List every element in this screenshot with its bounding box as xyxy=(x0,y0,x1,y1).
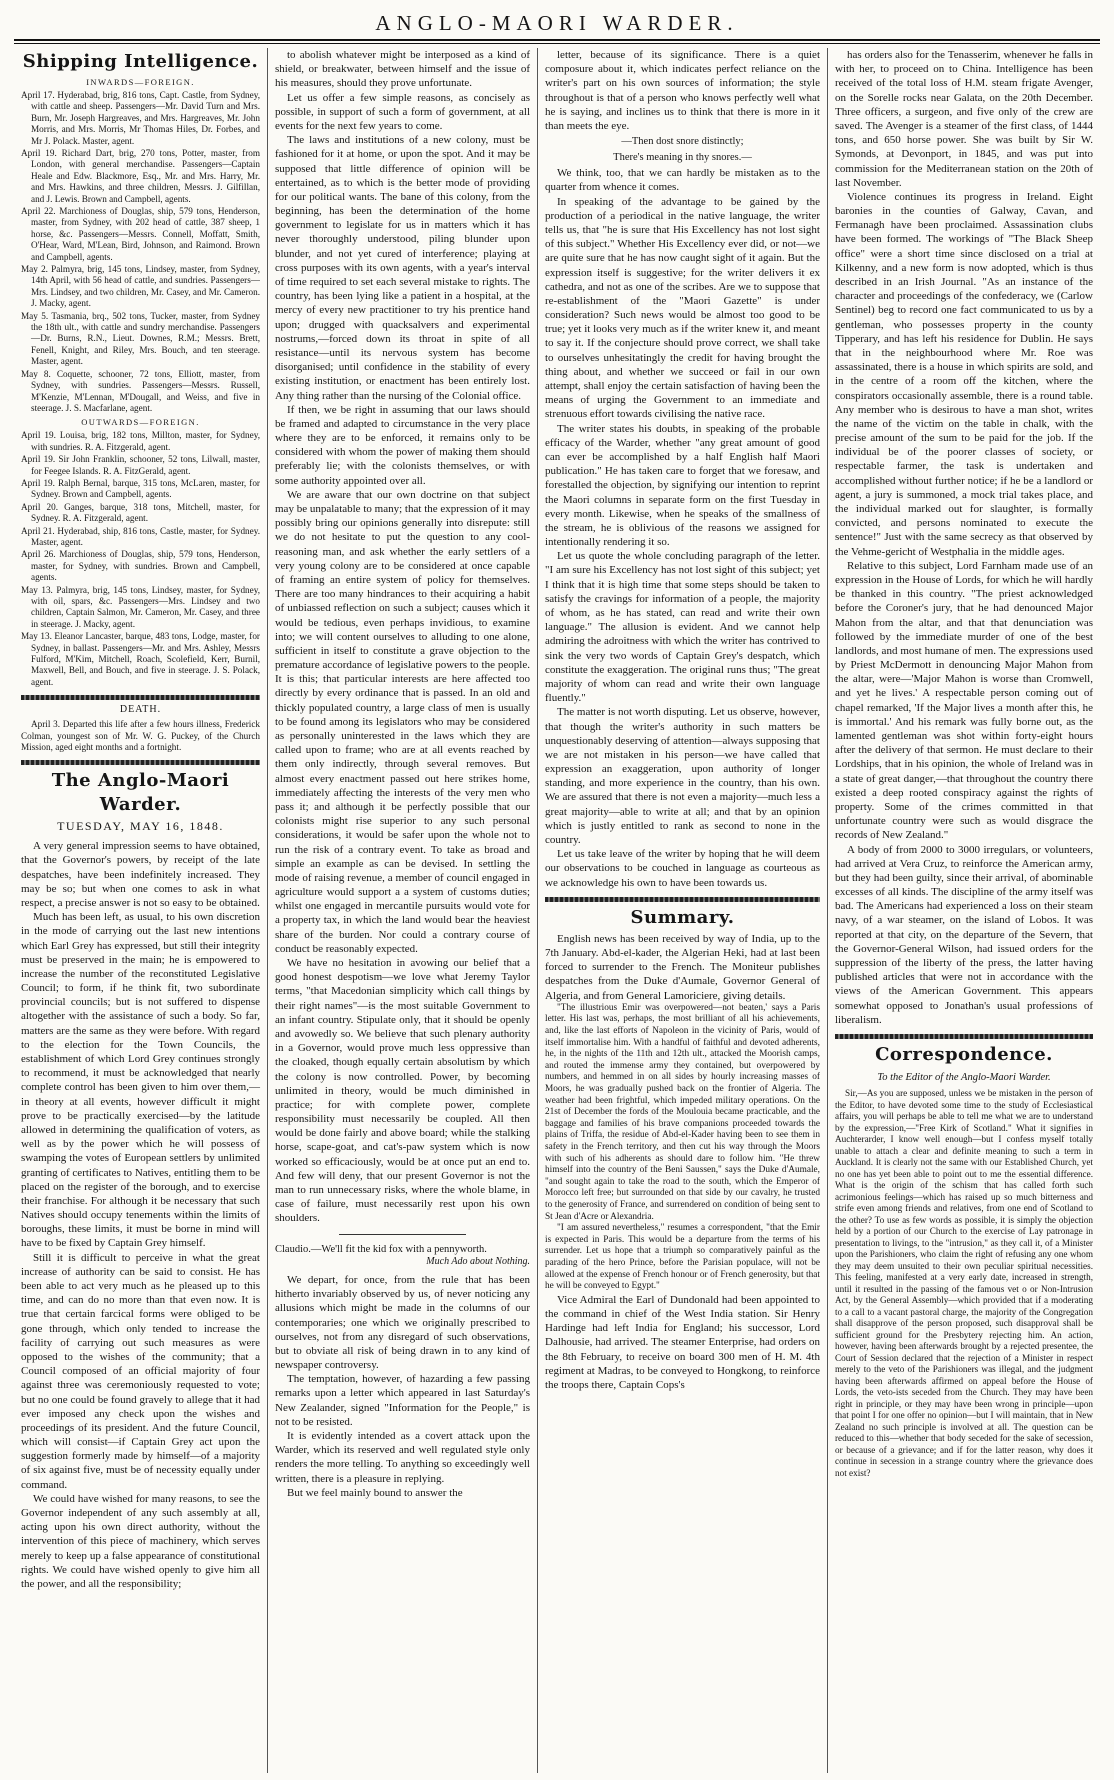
shipping-heading: Shipping Intelligence. xyxy=(22,51,259,72)
section-divider xyxy=(21,695,260,700)
shipping-entry: May 13. Palmyra, brig, 145 tons, Lindsey, master, for Sydney, with oil, spars, &c. Passengers—Mrs. Lindsey and two children, Captain Salmon, Mr. Cameron, Mr. Casey, and three in steerage. J. Macky, agent. xyxy=(21,584,260,629)
shipping-entry: April 17. Hyderabad, brig, 816 tons, Capt. Castle, from Sydney, with cattle and sheep. Passengers—Mr. David Turn and Mrs. Burn, Mr. Joseph Hargreaves, and Mrs. Hargreaves, Mr. John Morris, and Mrs. Morris, Mr Thomas Hiles, Dr. Forbes, and Mr J. Polack. Master, agent. xyxy=(21,89,260,146)
outwards-heading: OUTWARDS—FOREIGN. xyxy=(81,417,200,428)
masthead: ANGLO-MAORI WARDER. xyxy=(375,11,739,35)
issue-date: TUESDAY, MAY 16, 1848. xyxy=(57,818,224,833)
article-paragraph: The matter is not worth disputing. Let us observe, however, that though the writer's authority in such matters be unquestionably deserving of attention—always supposing that we are not mistaken in his person—we have called that expression an exaggeration, upon authority of longer standing, and more experience in the country, than his own. We are assured that there is not even a majority—much less a great majority—able to write at all; and that by an opinion which is justly entitled to rank as second to none in the country. xyxy=(545,706,820,846)
shipping-entry: April 21. Hyderabad, ship, 816 tons, Castle, master, for Sydney. Master, agent. xyxy=(21,525,260,547)
editorial-paragraph: We could have wished for many reasons, to see the Governor independent of any such assembly at all, acting upon his own direct authority, without the intervention of this piece of machinery, which serves merely to keep up a false appearance of constitutional rights. We could have wished openly to give him all the power, and all the responsibility; xyxy=(21,1492,260,1590)
summary-paragraph: Violence continues its progress in Ireland. Eight baronies in the counties of Galway, Cavan, and Fermanagh have been proclaimed. Assassination clubs have been formed. The workings of "The Black Sheep office" were a short time since disclosed on a trial at Kilkenny, and a new form is now adopted, which is thus described in an Irish Journal. "As an instance of the character and proceedings of the confederacy, we (Carlow Sentinel) beg to record one fact communicated to us by a gentleman, who possesses property in the county Tipperary, and has left his residence for Dublin. He says that in the neighbourhood where Mr. Roe was assassinated, there is a house in which spirits are sold, and in the centre of a room off the kitchen, where the conspirators occasionally assemble, there is a round table. Any member who is desirous to have a man shot, writes the name of the victim on the table in chalk, with the precise amount of the sum to be paid for the job. If the individual be of the poorer classes of society, or respectable farmer, the task is undertaken and accomplished without further notice; if he be a landlord or agent, a jury is summoned, a mock trial takes place, and the individual marked out for slaughter, is formally convicted, and persons nominated to execute the sentence!" Just with the same secrecy as that observed by the Vehme-gericht of Westphalia in the middle ages. xyxy=(835,190,1093,558)
section-divider xyxy=(21,760,260,765)
shipping-entry: May 8. Coquette, schooner, 72 tons, Elliott, master, from Sydney, with sundries. Passengers—Messrs. Russell, M'Kenzie, M'Lennan, M'Dougall, and Weiss, and five in steerage. J. S. Macfarlane, agent. xyxy=(21,368,260,413)
correspondence-heading: Correspondence. xyxy=(875,1043,1053,1065)
editorial-paragraph: The laws and institutions of a new colony, must be fashioned for it at home, or upon the spot. And it may be supposed that little difference of opinion will be entertained, as to which is the better mode of providing for our political wants. The bane of this colony, from the beginning, has been the determination of the home government to legislate for us in matters which it has never thoroughly understood, piling blunder upon blunder, and not yet cured of interference; playing at cross purposes with its own agents, with a year's interval of time required to set each several mistake to rights. The country, has been lying like a patient in a hospital, at the mercy of every new practitioner to try his prentice hand upon; drugged with quacksalvers and experimental nostrums,—forced down its throat in spite of all resistance—until its nervous system has become disorganised; until confidence in the stability of every existing institution, or enactment has been entirely lost. Any thing rather than the nursing of the Colonial office. xyxy=(275,134,530,402)
article-paragraph: Let us take leave of the writer by hoping that he will deem our observations to be couched in language as courteous as we acknowledge his own to have been towards us. xyxy=(545,848,820,889)
letter-paragraph: Sir,—As you are supposed, unless we be mistaken in the person of the Editor, to have devoted some time to the study of Ecclesiastical affairs, you will perhaps be able to tell me what we are to understand by the expression,—"Free Kirk of Scotland." What it signifies in Auchterarder, I know well enough—but I confess myself totally unable to attach a clear and definite meaning to such a term in Auckland. It is clearly not the same with our Established Church, yet no one has yet been able to point out to me the essential difference. What is the origin of the schism that has called forth such acrimonious feelings—which has raised up so much bitterness and strife even among friends and relatives, from one end of Scotland to the other? To use as few words as possible, it is simply the objection held by a portion of our Church to the exercise of Lay patronage in presentation to livings, to the "intrusion," as they call it, of a Minister upon the Parishioners, who claim the right of refusing any one whom they may deem unsuited to their own peculiar spiritual necessities. This feeling, manifested at a very early date, increased in strength, until it resulted in the passing of the famous vet o or Non-Intrusion Act, by the General Assembly—which provided that if a moderating to a call to a vacant pastoral charge, the majority of the Congregation shall disapprove of the person proposed, such disapproval shall be sufficient ground for the Presbytery rejecting him. An action, however, having been afterwards brought by a rejected presentee, the Court of Session declared that the rejection of a Minister in respect merely to the veto of the Parishioners was illegal, and the judgment having been afterwards affirmed on appeal before the House of Lords, the veto-ists seceded from the Church. They may have been right in principle, or they may have been wrong in principle—upon that point I for one offer no opinion—but I will maintain, that in New Zealand no such principle is involved at all. The question can be reduced to this—whether that body seceded for the sake of secession, or because of a grievance; and if for the latter reason, why does it continue in secession in a strange country where the grievance does not exist? xyxy=(835,1088,1093,1478)
quoted-paragraph: "The illustrious Emir was overpowered—not beaten,' says a Paris letter. His last was, perhaps, the most brilliant of all his achievements, and, like the last efforts of Napoleon in the vicinity of Paris, would of itself immortalise him. With a handful of faithful and devoted adherents, he, in the nights of the 11th and 12th ult., attacked the Moorish camps, and routed the immense army they contained, but overpowered by numbers, and hemmed in on all sides by hourly increasing masses of Moors, he was gradually pushed back on the frontier of Algeria. The weather had been frightful, which impeded military operations. On the 21st of December the fords of the Moulouia became practicable, and the baggage and families of his brave companions proceeded towards the plains of Triffa, the residue of Abd-el-Kader having been to see them in safety in the French territory, and then cut his way through the Moors with such of his adherents as should dare to follow him. "He threw himself into the country of the Beni Saussen," says the Duke d'Aumale, "and sought again to take the road to the south, which the Emperor of Morocco left free; but surrounded on that side by our cavalry, he trusted to the generosity of France, and surrendered on condition of being sent to St Jean d'Acre or Alexandria. xyxy=(545,1002,820,1222)
column-3 xyxy=(537,48,827,1773)
summary-paragraph: English news has been received by way of India, up to the 7th January. Abd-el-kader, the Algerian Heki, had at last been forced to surrender to the French. The Moniteur publishes despatches from the Duke d'Aumale, Governor General of Algeria, and from General Lamoriciere, giving details. xyxy=(545,932,820,1002)
editorial-paragraph: Still it is difficult to perceive in what the great increase of authority can be said to consist. He has been able to act very much as he pleased up to this time, and can do no more than that even now. It is true that certain farcical forms were obliged to be gone through, which only tended to increase the facility of carrying out such measures as were opposed to the wishes of the community; that a Council composed of an official majority of four against three was ceremoniously requested to vote; but no one could be found gravely to allege that it had ever imposed any check upon the wishes and proceedings of its president. And the future Council, which will consist—if Captain Grey act upon the suggestion formerly made by himself—of a majority of six against five, must be of necessity equally under command. xyxy=(21,1251,260,1491)
quote-line: There's meaning in thy snores.— xyxy=(613,151,752,163)
death-heading: DEATH. xyxy=(119,704,162,716)
paper-title: The Anglo-Maori Warder. xyxy=(51,770,230,815)
epigraph: Claudio.—We'll fit the kid fox with a pennyworth. xyxy=(275,1243,487,1255)
shipping-entry: April 26. Marchioness of Douglas, ship, 579 tons, Henderson, master, for Sydney, with sundries. Brown and Campbell, agents. xyxy=(21,549,260,583)
editorial-paragraph: Much has been left, as usual, to his own discretion in the mode of carrying out the last new intentions which Earl Grey has expressed, but still their integrity must be preserved in the main; he is empowered to increase the number of the reconstituted Legislative Council; to form, if he think fit, two subordinate provincial councils; but is not suffered to dispense altogether with the assistance of such a body. So far, matters are the same as they were before. With regard to the election for the Town Councils, the establishment of which Lord Grey continues strongly to recommend, it must be acknowledged that nearly complete control has been given to him over them,—in theory at all events, however difficult it might prove to be practically exercised—by the latitude allowed in determining the qualification of voters, as well as by the power which he will possess of swamping the votes of European settlers by unlimited granting of certificates to Natives, entitling them to be placed on the register of the borough, and to exercise their franchise. For although it be necessary that such Natives should occupy tenements within the limits of boroughs, these limits, it must be borne in mind will have to be fixed by Captain Grey himself. xyxy=(21,911,260,1250)
shipping-entry: April 22. Marchioness of Douglas, ship, 579 tons, Henderson, master, from Sydney, with 202 head of cattle, 387 sheep, 1 horse, &c. Passengers—Messrs. Connell, Moffatt, Smith, O'Hear, Ward, M'Lean, Bird, Johnson, and Raimond. Brown and Campbell, agents. xyxy=(21,206,260,262)
section-divider xyxy=(545,897,820,902)
summary-heading: Summary. xyxy=(630,906,735,928)
article-paragraph: In speaking of the advantage to be gained by the production of a periodical in the native language, the writer tells us, that "he is sure that His Excellency has not lost sight of this subject." Whether His Excellency ever did, or not—we are quite sure that he has now caught sight of it again. But the expression itself is suggestive; for the writer delivers it ex cathedra, and not as one of the scribes. Are we to suppose that re-establishment of the "Maori Gazette" is under consideration? Such news would be almost too good to be true; yet it looks very much as if the writer knew it, and meant to say it. If the conjecture should prove correct, we shall take to ourselves unhesitatingly the credit for having brought the thing about, and whether we succeed or fail in our own attempt, shall enjoy the certain satisfaction of having been the means of urging the Government to an immediate and strenuous effort towards civilising the native race. xyxy=(545,195,820,421)
article-paragraph: The temptation, however, of hazarding a few passing remarks upon a letter which appeared in last Saturday's New Zealander, signed "Information for the People," is not to be resisted. xyxy=(275,1373,530,1428)
summary-paragraph: A body of from 2000 to 3000 irregulars, or volunteers, had arrived at Vera Cruz, to reinforce the American army, but they had been guilty, since their arrival, of abominable excesses of all kinds. The discipline of the army itself was bad. The Americans had experienced a loss on their steam navy, of a war steamer, on the island of Lobos. It was reported at that city, on the departure of the Severn, that the Governor-General Wilson, had issued orders for the suppression of the liberty of the press, the latter having published articles that were not in accordance with the views of the American Government. This appears somewhat opposed to Jonathan's usual professions of liberalism. xyxy=(835,843,1093,1026)
article-paragraph: We depart, for once, from the rule that has been hitherto invariably observed by us, of never noticing any allusions which might be made in the columns of our contemporaries; one which we originally prescribed to ourselves, not from any disregard of such observations, but to obviate all risk of being drawn in to any kind of newspaper controversy. xyxy=(275,1273,530,1372)
letter-salutation: To the Editor of the Anglo-Maori Warder. xyxy=(877,1071,1051,1083)
editorial-paragraph: We are aware that our own doctrine on that subject may be unpalatable to many; that the expression of it may possibly bring our opinions generally into disrepute: still we do not hesitate to put the question to any cool-reasoning man, and ask whether the early settlers of a very young colony are to be considered at once capable of framing an entire system of policy for themselves. There are too many hindrances to their acquiring a habit of unbiassed reflection on such a subject; causes which it would be tedious, even perhaps invidious, to examine into; we will content ourselves to alluding to one alone, sufficient in itself to constitute a grave objection to the premature accordance of legislative powers to the people. It is this; that particular interests are here affected too directly by every ordinance that is passed. In an old and thickly populated country, a large class of men is usually to be found among its legislators who may be considered as personally uninterested in the laws which they are called upon to frame; who are at all events reached by them only indirectly, through several removes. But almost every enactment passed out here strikes home, immediately affecting the interests of the very men who pass it; and although it be perfectly possible that our colonists might rise superior to any such personal considerations, it would be safer upon the whole not to run the risk of a contrary event. To take as broad and simple an example as can be devised. In settling the mode of raising revenue, a member of council engaged in agriculture would support a a system of customs duties; whilst one engaged in mercantile pursuits would vote for a property tax, in which the land would bear the heaviest share of the burden. Nor could a contrary course of conduct be reasonably expected. xyxy=(275,488,530,955)
shipping-entry: April 19. Sir John Franklin, schooner, 52 tons, Lilwall, master, for Feegee Islands. R. A. FitzGerald, agent. xyxy=(21,454,260,476)
section-divider xyxy=(835,1034,1093,1039)
article-paragraph: It is evidently intended as a covert attack upon the Warder, which its reserved and well regulated style only renders the more telling. To anything so exceedingly well written, there is a pleasure in replying. xyxy=(275,1430,530,1485)
shipping-entry: April 20. Ganges, barque, 318 tons, Mitchell, master, for Sydney. R. A. Fitzgerald, agent. xyxy=(21,501,260,524)
death-notice: April 3. Departed this life after a few hours illness, Frederick Colman, youngest son of Mr. W. G. Puckey, of the Church Mission, aged eight months and a fortnight. xyxy=(21,719,260,752)
shipping-entry: April 19. Ralph Bernal, barque, 315 tons, McLaren, master, for Sydney. Brown and Campbell, agents. xyxy=(21,477,260,500)
shipping-entry: May 2. Palmyra, brig, 145 tons, Lindsey, master, from Sydney, 14th April, with 56 head of cattle, and sundries. Passengers—Mrs. Lindsey, and two children, Mr. Casey, and Mr. Cameron. J. Macky, agent. xyxy=(21,264,260,309)
summary-paragraph: Vice Admiral the Earl of Dundonald had been appointed to the command in chief of the West India station. Sir Henry Hardinge had left India for England; his successor, Lord Dalhousie, had arrived. The steamer Enterprise, had orders on the 8th February, to receive on board 300 men of H. M. 4th regiment at Madras, to be conveyed to Hongkong, to reinforce the troops there, Captain Cops's xyxy=(545,1293,820,1392)
editorial-paragraph: If then, we be right in assuming that our laws should be framed and adapted to circumstance in the very place where they are to be enforced, it remains only to be considered with whom the power of making them should preferably lie; with the colonists themselves, or with some authority appointed over all. xyxy=(275,403,530,487)
editorial-paragraph: We have no hesitation in avowing our belief that a good honest despotism—we love what Jeremy Taylor terms, "that Macedonian simplicity which call things by their right names"—is the most suitable Government to an infant country. Stipulate only, that it should be openly and avowedly so. We believe that such plenary authority in a Governor, would prove much less oppressive than the cloaked, though equally certain absolutism by which the colony is now controlled. Power, by becoming unlimited in theory, would be much diminished in practice; for with complete power, complete responsibility must necessarily be coupled. All then would be done fairly and above board; while the stalking horse, scape-goat, and cat's-paw system which is now worked so efficaciously, would be at once put an end to. And few will deny, that our present Governor is not the man to run unnecessary risks, where the whole blame, in case of failure, must necessarily rest upon his own shoulders. xyxy=(275,957,530,1225)
article-paragraph: We think, too, that we can hardly be mistaken as to the quarter from whence it comes. xyxy=(545,167,820,194)
article-paragraph: The writer states his doubts, in speaking of the probable efficacy of the Warder, whether "any great amount of good can ever be accomplished by a half English half Maori publication." He has taken care to forget that we foresaw, and forestalled the objection, by signifying our intention to reprint the Maori columns in separate form on the first Tuesday in every month. Likewise, when he speaks of the smallness of the stream, he is oblivious of the reasons we assigned for intentionally rendering it so. xyxy=(545,422,820,549)
article-paragraph: Let us quote the whole concluding paragraph of the letter. "I am sure his Excellency has not lost sight of this subject; yet I think that it is high time that some steps should be taken to satisfy the cravings for information of a people, the majority of whom, as he has stated, can read and write their own language." The allusion is evident. And we cannot help admiring the adroitness with which the writer has contrived to sink the very two words of Captain Grey's despatch, which constitute the exaggeration. The original runs thus; "The great majority of whom can read and write their own language fluently." xyxy=(545,550,820,705)
column-4 xyxy=(827,48,1100,1773)
editorial-paragraph: Let us offer a few simple reasons, as concisely as possible, in support of such a form of government, at all events for the next few years to come. xyxy=(275,91,530,132)
masthead-rule xyxy=(14,39,1100,44)
column-2 xyxy=(267,48,537,1773)
editorial-paragraph: A very general impression seems to have obtained, that the Governor's powers, by receipt of the late despatches, have been indefinitely increased. They may be so; but when one comes to ask in what respect, a precise answer is not so easy to be obtained. xyxy=(21,840,260,909)
summary-paragraph: Relative to this subject, Lord Farnham made use of an expression in the House of Lords, for which he will hardly be thanked in this country. "The priest acknowledged before the Coroner's jury, that he had denounced Major Mahon from the altar, and that that denunciation was followed by the immediate murder of one of the best landlords, and most humane of men. The expressions used by Priest McDermott in denouncing Major Mahon from the altar, were—'Major Mahon is worse than Cromwell, and yet he lives.' A respectable person coming out of chapel remarked, 'If the Major lives a month after this, he is immortal.' And his remark was fully borne out, as the lamented gentleman was shot within forty-eight hours after the delivery of that sermon. He must declare to their Lordships, that in his opinion, the whole of Ireland was in a state of great danger,—that throughout the country there existed a deep rooted conspiracy against the rights of property. Some of the crimes committed in that unfortunate country were such as would disgrace the records of New Zealand." xyxy=(835,559,1093,842)
columns xyxy=(14,48,1100,1773)
shipping-entry: April 19. Richard Dart, brig, 270 tons, Potter, master, from London, with general merchandise. Passengers—Captain Heale and Edw. Blackmore, Esq., Mr. and Mrs. Harry, Mr. and Mrs. Hawkins, and three children, Messrs. J. Gilfillan, and J. Lewis. Brown and Campbell, agents. xyxy=(21,147,260,204)
shipping-entry: May 5. Tasmania, brq., 502 tons, Tucker, master, from Sydney the 18th ult., with cattle and sundry merchandise. Passengers—Dr. Burns, R.N., Lieut. Downes, R.M.; Messrs. Brett, Fenell, Knight, and Riley, Mrs. Bouch, and ten steerage. Master, agent. xyxy=(21,310,260,367)
shipping-entry: April 19. Louisa, brig, 182 tons, Millton, master, for Sydney, with sundries. R. A. Fitzgerald, agent. xyxy=(21,430,260,452)
quote-line: —Then dost snore distinctly; xyxy=(621,136,744,148)
article-paragraph: But we feel mainly bound to answer the xyxy=(287,1486,463,1499)
shipping-entry: May 13. Eleanor Lancaster, barque, 483 tons, Lodge, master, for Sydney, in ballast. Passengers—Mr. and Mrs. Ashley, Messrs Fulford, M'Kim, Mitchell, Roach, Scolefield, Kerr, Burnil, Maxwell, Bell, and Bouch, and five in steerage. J. S. Polack, agent. xyxy=(21,631,260,687)
epigraph-citation: Much Ado about Nothing. xyxy=(426,1256,530,1268)
article-paragraph: letter, because of its significance. There is a quiet composure about it, which indicates perfect reliance on the writer's part on his own sources of information; the style throughout is that of a person who knows perfectly well what he is saying, and inclines us to think that there is more in it than meets the eye. xyxy=(545,49,820,132)
divider xyxy=(339,1234,467,1235)
quoted-paragraph: "I am assured nevertheless," resumes a correspondent, "that the Emir is expected in Paris. This would be a departure from the terms of his surrender. Let us hope that a triumph so comparatively painful as the parading of the hero Prince, before the Parisian populace, will not be allowed at the expense of French honour or of French generosity, but that he will be conveyed to Egypt." xyxy=(545,1223,820,1292)
column-1 xyxy=(14,48,267,1773)
editorial-paragraph: to abolish whatever might be interposed as a kind of shield, or breakwater, between himself and the issue of his measures, should they prove unfortunate. xyxy=(275,49,530,90)
inwards-heading: INWARDS—FOREIGN. xyxy=(86,77,195,87)
summary-paragraph: has orders also for the Tenasserim, whenever he falls in with her, to proceed on to China. Intelligence has been received of the total loss of H.M. steam frigate Avenger, on the Sorelle rocks near Galata, on the 20th December. Three officers, a surgeon, and five only of the crew are saved. The Avenger is a steamer of the first class, of 1444 tons, and 650 horse power. She was built by Sir W. Symonds, at Devonport, in 1845, and was put into commission for the Mediterranean station on the 20th of last November. xyxy=(835,49,1093,189)
